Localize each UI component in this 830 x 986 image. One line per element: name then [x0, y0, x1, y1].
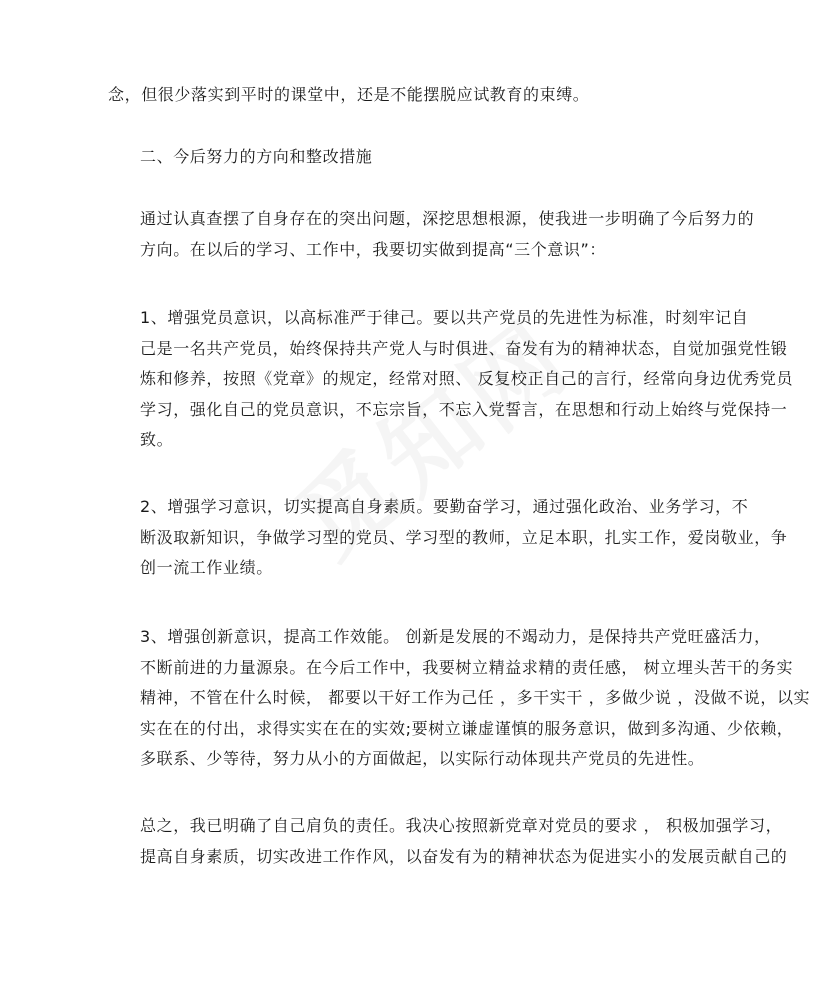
text-line: 1、增强党员意识，以高标准严于律己。要以共产党员的先进性为标准，时刻牢记自 — [140, 308, 749, 327]
text-line: 己是一名共产党员，始终保持共产党人与时俱进、奋发有为的精神状态，自觉加强党性锻 — [140, 338, 788, 358]
paragraph-conclusion — [108, 811, 788, 872]
text-line: 念，但很少落实到平时的课堂中，还是不能摆脱应试教育的束缚。 — [108, 85, 590, 104]
text-line: 二、今后努力的方向和整改措施 — [140, 147, 373, 166]
section-heading — [108, 142, 728, 173]
text-line: 提高自身素质，切实改进工作作风，以奋发有为的精神状态为促进实小的发展贡献自己的 — [140, 846, 788, 866]
text-line: 3、增强创新意识，提高工作效能。 创新是发展的不竭动力，是保持共产党旺盛活力， — [140, 627, 771, 646]
paragraph-continuation — [108, 80, 728, 111]
text-line: 2、增强学习意识，切实提高自身素质。要勤奋学习，通过强化政治、业务学习，不 — [140, 497, 749, 516]
text-line: 炼和修养，按照《党章》的规定，经常对照、 反复校正自己的言行，经常向身边优秀党员 — [140, 369, 794, 388]
text-line: 精神，不管在什么时候， 都要以干好工作为己任 ，多干实干 ，多做少说 ，没做不说，以实 — [140, 688, 811, 707]
text-line: 断汲取新知识，争做学习型的党员、学习型的教师，立足本职，扎实工作，爱岗敬业，争 — [140, 527, 788, 547]
text-line: 方向。在以后的学习、工作中，我要切实做到提高“三个意识”： — [140, 239, 606, 259]
text-line: 实在在的付出，求得实实在在的实效;要树立谦虚谨慎的服务意识，做到多沟通、少依赖， — [140, 718, 794, 738]
paragraph-item-2 — [108, 492, 788, 584]
text-line: 通过认真查摆了自身存在的突出问题，深挖思想根源，使我进一步明确了今后努力的 — [140, 209, 755, 228]
paragraph-item-1 — [108, 303, 794, 456]
text-line: 总之，我已明确了自己肩负的责任。我决心按照新党章对党员的要求 ， 积极加强学习， — [140, 816, 783, 835]
text-line: 创一流工作业绩。 — [140, 558, 273, 577]
text-line: 多联系、少等待，努力从小的方面做起，以实际行动体现共产党员的先进性。 — [140, 749, 705, 768]
text-line: 不断前进的力量源泉。在今后工作中，我要树立精益求精的责任感， 树立埋头苦干的务实 — [140, 657, 794, 677]
text-line: 学习，强化自己的党员意识，不忘宗旨，不忘入党誓言，在思想和行动上始终与党保持一 — [140, 399, 788, 419]
paragraph-intro — [108, 204, 755, 265]
paragraph-item-3 — [108, 622, 811, 775]
text-line: 致。 — [140, 430, 174, 449]
